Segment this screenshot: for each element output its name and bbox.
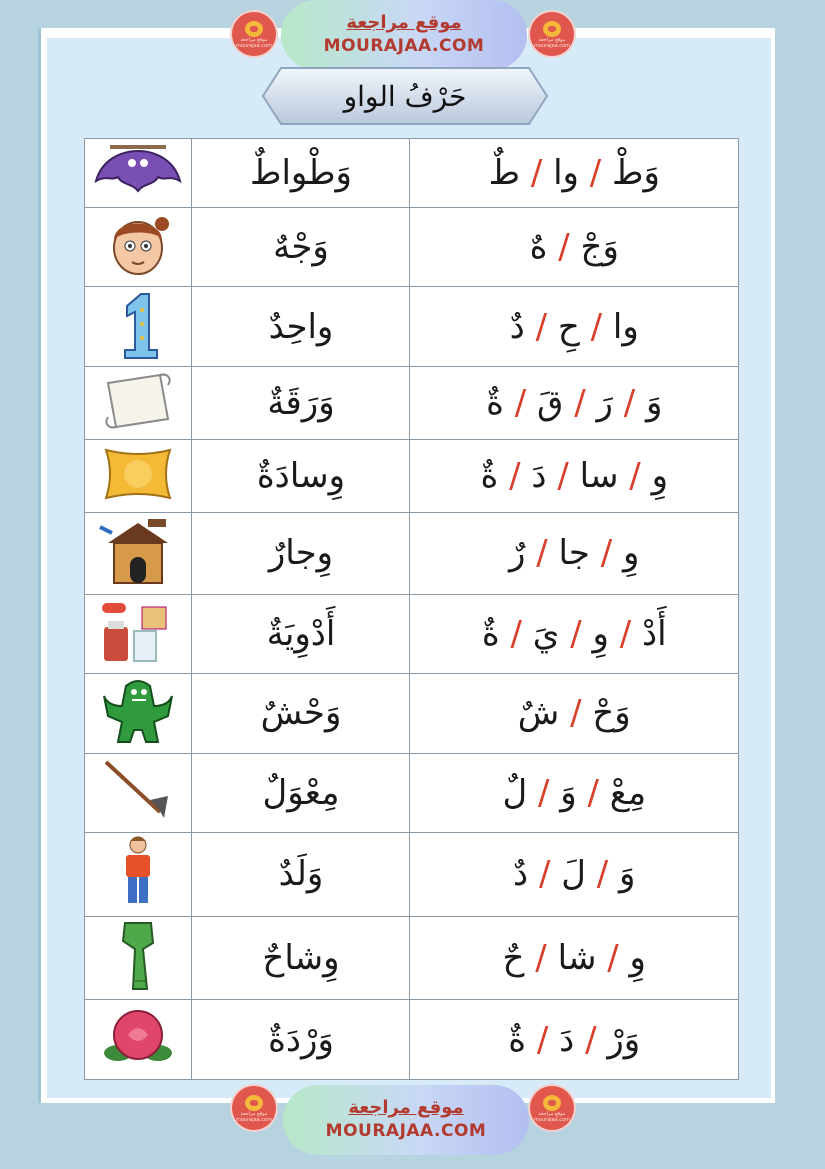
syllables-text — [530, 227, 619, 267]
syllable-separator: / — [608, 613, 642, 654]
syllable-separator: / — [563, 382, 597, 423]
word-cell — [192, 139, 410, 208]
syllable: هٌ — [529, 227, 548, 268]
dog-house-icon — [98, 515, 178, 591]
word-text: أَدْوِيَةٌ — [266, 613, 336, 654]
syllables-cell — [410, 753, 739, 832]
word-text: وَطْواطٌ — [250, 152, 352, 193]
table-row — [85, 916, 739, 1000]
site-banner-bottom[interactable] — [283, 1085, 529, 1155]
syllable: وِ — [623, 533, 640, 574]
syllable: حِ — [557, 306, 580, 347]
site-logo-icon[interactable]: موقع مراجعة mourajaa.com — [232, 12, 276, 56]
syllable-separator: / — [578, 152, 613, 193]
syllable: وِ — [651, 455, 668, 496]
syllable: لَ — [561, 854, 586, 895]
table-row — [85, 439, 739, 512]
word-cell — [192, 513, 410, 595]
syllable: رٌ — [509, 533, 526, 574]
syllable-separator: / — [524, 938, 558, 979]
syllables-cell — [410, 833, 739, 917]
boy-icon — [116, 835, 160, 913]
syllable: طٌ — [488, 152, 521, 193]
table-row — [85, 1000, 739, 1080]
word-text: وِشاحٌ — [262, 938, 340, 979]
syllable: مِعْ — [609, 772, 647, 813]
syllable: وا — [553, 152, 579, 193]
rose-icon — [98, 1003, 178, 1077]
syllable: وَ — [645, 382, 663, 423]
word-text: وَرَقَةٌ — [267, 382, 335, 423]
picture-cell — [85, 439, 192, 512]
syllable: شا — [557, 938, 597, 979]
syllable-separator: / — [520, 152, 554, 193]
syllables-cell — [410, 916, 739, 1000]
syllable: وَطْ — [612, 152, 660, 193]
syllable: ةٌ — [486, 382, 504, 423]
syllable-separator: / — [576, 772, 610, 813]
syllables-text — [481, 456, 668, 496]
number-one-icon — [113, 290, 163, 364]
pickaxe-icon — [98, 756, 178, 830]
banner-arabic-title: موقع مراجعة — [348, 1097, 464, 1118]
syllable: وِ — [629, 938, 646, 979]
syllable-separator: / — [589, 533, 624, 574]
syllable: وَجْ — [580, 227, 619, 268]
syllable: قَ — [537, 382, 564, 423]
banner-site-url[interactable]: MOURAJAA.COM — [323, 36, 485, 56]
syllable: وَ — [560, 772, 577, 813]
site-logo-icon[interactable]: موقع مراجعة mourajaa.com — [530, 1086, 574, 1130]
picture-cell — [85, 753, 192, 832]
word-text: وَلَدٌ — [278, 854, 324, 895]
syllable: يَ — [532, 613, 560, 654]
word-text: وِجارٌ — [268, 533, 334, 574]
syllables-cell — [410, 674, 739, 753]
syllable: حٌ — [502, 938, 525, 979]
table-row — [85, 287, 739, 366]
syllable: شٌ — [517, 693, 560, 734]
syllable-separator: / — [528, 854, 562, 895]
word-text: وَحْشٌ — [260, 693, 342, 734]
syllable-separator: / — [498, 455, 532, 496]
word-cell — [192, 207, 410, 286]
syllable-separator: / — [524, 306, 558, 347]
syllable-separator: / — [579, 306, 613, 347]
table-row — [85, 513, 739, 595]
syllables-cell — [410, 594, 739, 673]
picture-cell — [85, 287, 192, 366]
syllable: سا — [579, 455, 619, 496]
syllables-text — [518, 693, 631, 733]
syllable-separator: / — [559, 693, 593, 734]
syllable-separator: / — [596, 938, 630, 979]
word-cell — [192, 916, 410, 1000]
site-banner-top[interactable] — [281, 0, 527, 70]
syllable: أَدْ — [642, 613, 667, 654]
syllables-text — [508, 1020, 640, 1060]
words-table — [84, 138, 739, 1080]
table-row — [85, 594, 739, 673]
syllables-text — [482, 614, 667, 654]
word-cell — [192, 674, 410, 753]
syllables-text — [486, 383, 662, 423]
syllable-separator: / — [525, 533, 559, 574]
word-text: وِسادَةٌ — [256, 455, 346, 496]
syllable-separator: / — [585, 854, 620, 895]
syllable: دٌ — [509, 306, 525, 347]
syllables-cell — [410, 287, 739, 366]
syllable-separator: / — [618, 455, 652, 496]
syllable-separator: / — [526, 1019, 560, 1060]
word-text: وَجْهٌ — [273, 227, 329, 268]
picture-cell — [85, 513, 192, 595]
site-logo-icon[interactable]: موقع مراجعة mourajaa.com — [232, 1086, 276, 1130]
syllables-text — [489, 153, 660, 193]
word-cell — [192, 287, 410, 366]
syllable-separator: / — [559, 613, 593, 654]
page-title — [261, 64, 549, 128]
syllable-separator: / — [574, 1019, 608, 1060]
syllable: وَ — [619, 854, 636, 895]
syllables-text — [513, 854, 635, 894]
syllable-separator: / — [546, 455, 580, 496]
word-text: مِعْوَلٌ — [262, 772, 340, 813]
bat-icon — [92, 141, 184, 205]
word-text: وَرْدَةٌ — [268, 1019, 334, 1060]
table-row — [85, 833, 739, 917]
word-text: واحِدٌ — [268, 306, 334, 347]
syllable: دَ — [531, 455, 547, 496]
syllable-separator: / — [499, 613, 533, 654]
syllable: دَ — [559, 1019, 575, 1060]
syllables-cell — [410, 366, 739, 439]
picture-cell — [85, 833, 192, 917]
picture-cell — [85, 207, 192, 286]
syllable: جا — [558, 533, 590, 574]
word-cell — [192, 753, 410, 832]
syllable: لٌ — [502, 772, 528, 813]
table-row — [85, 366, 739, 439]
syllable-separator: / — [527, 772, 561, 813]
syllable: وَرْ — [607, 1019, 641, 1060]
syllable-separator: / — [547, 227, 581, 268]
picture-cell — [85, 916, 192, 1000]
syllable: وِ — [592, 613, 609, 654]
syllables-cell — [410, 139, 739, 208]
syllable: ةٌ — [480, 455, 499, 496]
syllables-text — [510, 307, 639, 347]
syllable: ةٌ — [481, 613, 500, 654]
paper-scroll-icon — [98, 369, 178, 437]
word-cell — [192, 833, 410, 917]
syllables-text — [509, 533, 639, 573]
site-logo-icon[interactable]: موقع مراجعة mourajaa.com — [530, 12, 574, 56]
picture-cell — [85, 139, 192, 208]
picture-cell — [85, 674, 192, 753]
table-row — [85, 139, 739, 208]
word-cell — [192, 366, 410, 439]
picture-cell — [85, 366, 192, 439]
picture-cell — [85, 1000, 192, 1080]
syllable-separator: / — [612, 382, 646, 423]
syllables-cell — [410, 1000, 739, 1080]
syllables-cell — [410, 513, 739, 595]
banner-arabic-title: موقع مراجعة — [346, 12, 462, 33]
word-cell — [192, 594, 410, 673]
syllables-text — [502, 773, 646, 813]
syllables-text — [503, 938, 646, 978]
syllables-cell — [410, 439, 739, 512]
syllable: وا — [612, 306, 639, 347]
scarf-icon — [113, 919, 163, 997]
table-row — [85, 674, 739, 753]
medicine-icon — [98, 597, 178, 671]
pillow-icon — [98, 442, 178, 510]
face-icon — [98, 210, 178, 284]
syllable: ةٌ — [508, 1019, 527, 1060]
syllable: رَ — [596, 382, 613, 423]
picture-cell — [85, 594, 192, 673]
word-cell — [192, 1000, 410, 1080]
monster-icon — [98, 676, 178, 750]
word-cell — [192, 439, 410, 512]
title-text: حَرْفُ الواو — [343, 79, 467, 113]
syllable: دٌ — [513, 854, 529, 895]
banner-site-url[interactable]: MOURAJAA.COM — [325, 1121, 487, 1141]
syllable-separator: / — [503, 382, 537, 423]
syllable: وَحْ — [592, 693, 631, 734]
table-row — [85, 207, 739, 286]
syllables-cell — [410, 207, 739, 286]
table-row — [85, 753, 739, 832]
